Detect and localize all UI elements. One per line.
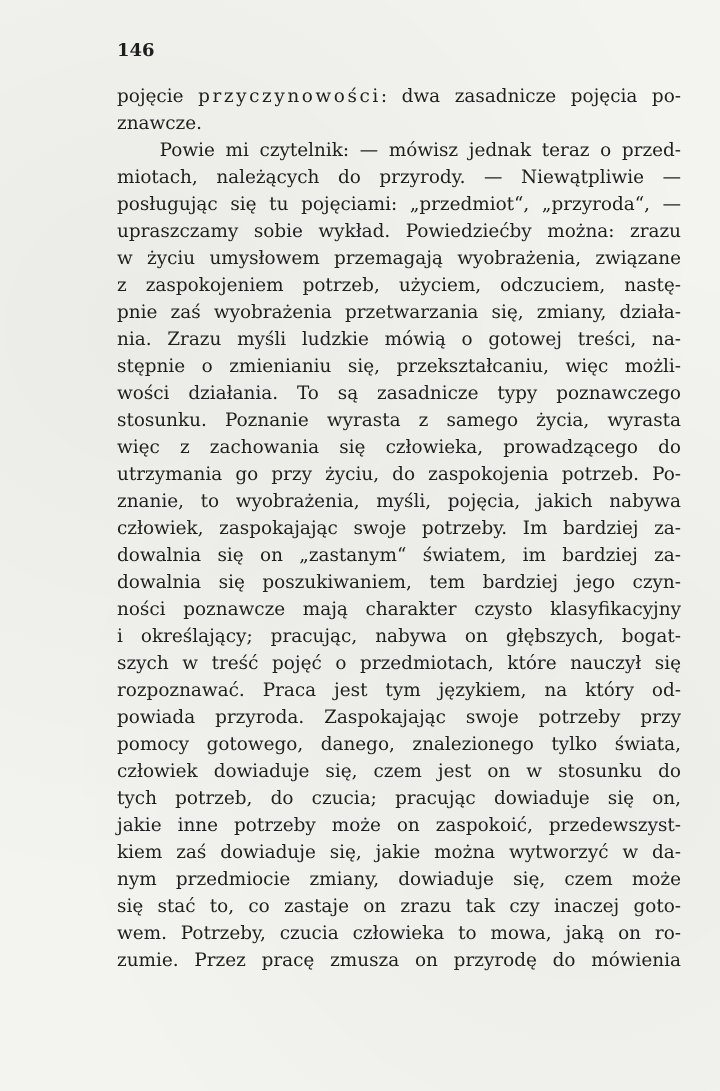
text-line: powiada przyroda. Zaspokajając swoje potrzeby przy bbox=[117, 707, 681, 728]
text-line: wości działania. To są zasadnicze typy poznawczego bbox=[117, 383, 681, 404]
text-line: kiem zaś dowiaduje się, jakie można wytworzyć w da- bbox=[117, 842, 681, 863]
text-line: się stać to, co zastaje on zrazu tak czy inaczej goto- bbox=[117, 896, 681, 917]
text-line: nym przedmiocie zmiany, dowiaduje się, czem może bbox=[117, 869, 681, 890]
text-line: pnie zaś wyobrażenia przetwarzania się, zmiany, działa- bbox=[117, 302, 681, 323]
text-line: upraszczamy sobie wykład. Powiedziećby można: zrazu bbox=[117, 221, 681, 242]
text-line: miotach, należących do przyrody. — Niewątpliwie — bbox=[117, 167, 681, 188]
text-line: utrzymania go przy życiu, do zaspokojenia potrzeb. Po- bbox=[117, 464, 681, 485]
text-line: stosunku. Poznanie wyrasta z samego życia, wyrasta bbox=[117, 410, 681, 431]
text-line: wem. Potrzeby, czucia człowieka to mowa, jaką on ro- bbox=[117, 923, 681, 944]
text-line: rozpoznawać. Praca jest tym językiem, na który od- bbox=[117, 680, 681, 701]
body-text bbox=[117, 83, 681, 974]
text-line: Powie mi czytelnik: — mówisz jednak teraz o przed- bbox=[117, 140, 681, 161]
text-line: stępnie o zmienianiu się, przekształcaniu, więc możli- bbox=[117, 356, 681, 377]
text-line: i określający; pracując, nabywa on głębszych, bogat- bbox=[117, 626, 681, 647]
text-line bbox=[117, 83, 681, 110]
text-line: pomocy gotowego, danego, znalezionego tylko świata, bbox=[117, 734, 681, 755]
text-line: nia. Zrazu myśli ludzkie mówią o gotowej treści, na- bbox=[117, 329, 681, 350]
text-line: dowalnia się on „zastanym“ światem, im bardziej za- bbox=[117, 545, 681, 566]
page-number: 146 bbox=[117, 40, 155, 61]
text-line: ności poznawcze mają charakter czysto klasyfikacyjny bbox=[117, 599, 681, 620]
text-line: znawcze. bbox=[117, 113, 202, 134]
text-line: więc z zachowania się człowieka, prowadzącego do bbox=[117, 437, 681, 458]
text-line: szych w treść pojęć o przedmiotach, które nauczył się bbox=[117, 653, 681, 674]
text-fragment: pojęcie bbox=[117, 86, 199, 107]
text-line: człowiek, zaspokajając swoje potrzeby. Im bardziej za- bbox=[117, 518, 681, 539]
text-line: dowalnia się poszukiwaniem, tem bardziej jego czyn- bbox=[117, 572, 681, 593]
text-line: tych potrzeb, do czucia; pracując dowiaduje się on, bbox=[117, 788, 681, 809]
text-line: jakie inne potrzeby może on zaspokoić, przedewszyst- bbox=[117, 815, 681, 836]
text-line: posługując się tu pojęciami: „przedmiot“, „przyroda“, — bbox=[117, 194, 681, 215]
text-line: człowiek dowiaduje się, czem jest on w stosunku do bbox=[117, 761, 681, 782]
text-line: zumie. Przez pracę zmusza on przyrodę do mówienia bbox=[117, 950, 681, 971]
text-fragment: : dwa zasadnicze pojęcia po- bbox=[380, 86, 681, 107]
text-line: znanie, to wyobrażenia, myśli, pojęcia, jakich nabywa bbox=[117, 491, 681, 512]
text-line: z zaspokojeniem potrzeb, użyciem, odczuciem, nastę- bbox=[117, 275, 681, 296]
text-line: w życiu umysłowem przemagają wyobrażenia, związane bbox=[117, 248, 681, 269]
emphasized-word: przyczynowości bbox=[198, 86, 381, 107]
